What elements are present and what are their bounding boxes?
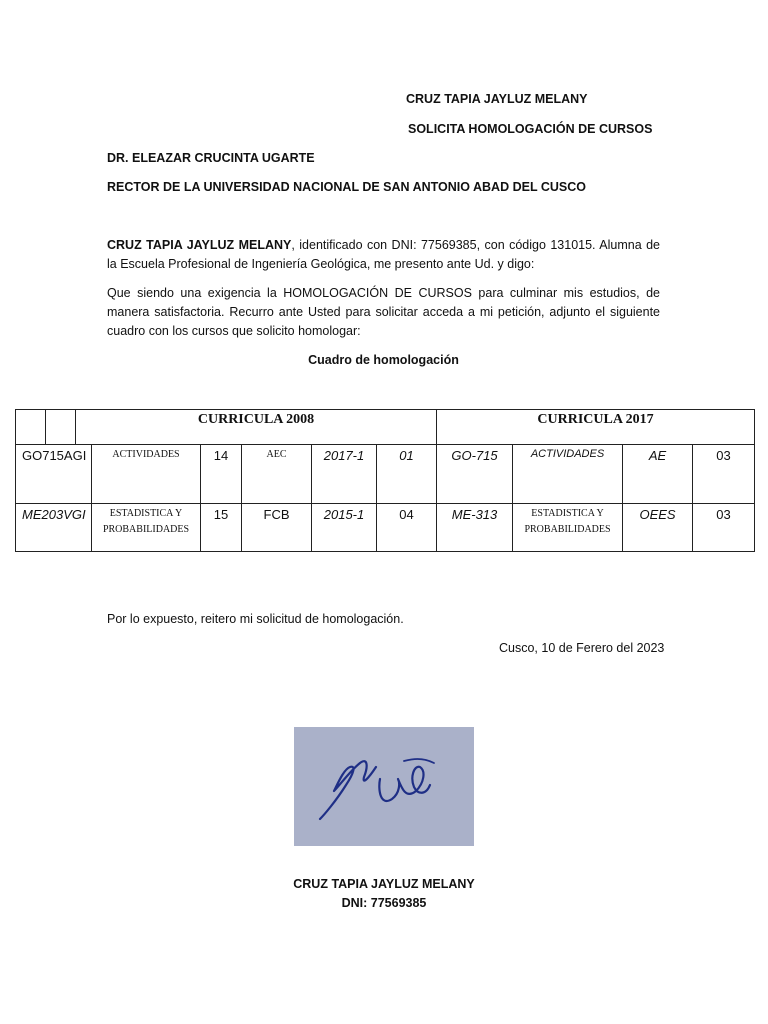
course-name-2008: ACTIVIDADES: [92, 445, 201, 504]
signer-dni: DNI: 77569385: [341, 896, 427, 910]
signer-name: CRUZ TAPIA JAYLUZ MELANY: [293, 877, 475, 891]
signature-scribble: [294, 727, 474, 846]
course-code-2008: GO715AGI: [16, 445, 92, 504]
course-grade-2008: 01: [377, 445, 437, 504]
course-area-2017: AE: [623, 445, 693, 504]
signature-image: [294, 727, 474, 846]
request-paragraph: Que siendo una exigencia la HOMOLOGACIÓN DE CURSOS para culminar mis estudios, de manera satisfactoria. Recurro ante Usted para solicitar acceda a mi petición, adjunto el siguiente cuadro con los cursos que solicito homologar:: [107, 286, 660, 338]
course-number-2008: 15: [201, 504, 242, 552]
course-name-2017: ESTADISTICA Y PROBABILIDADES: [513, 504, 623, 552]
recipient-title: RECTOR DE LA UNIVERSIDAD NACIONAL DE SAN ANTONIO ABAD DEL CUSCO: [107, 180, 586, 194]
closing-statement: Por lo expuesto, reitero mi solicitud de homologación.: [107, 612, 404, 626]
curricula-2008-header: CURRICULA 2008: [76, 410, 437, 445]
course-semester-2008: 2015-1: [312, 504, 377, 552]
request-subject: SOLICITA HOMOLOGACIÓN DE CURSOS: [408, 122, 653, 136]
intro-paragraph: [107, 236, 660, 274]
blank-cell: [46, 410, 76, 445]
course-code-2017: GO-715: [437, 445, 513, 504]
table-header-row: [16, 410, 755, 445]
course-semester-2008: 2017-1: [312, 445, 377, 504]
course-number-2008: 14: [201, 445, 242, 504]
course-code-2008: ME203VGI: [16, 504, 92, 552]
curricula-2017-header: CURRICULA 2017: [437, 410, 755, 445]
course-name-2008: ESTADISTICA Y PROBABILIDADES: [92, 504, 201, 552]
homologation-table: [15, 409, 755, 552]
sender-name: CRUZ TAPIA JAYLUZ MELANY: [406, 92, 588, 106]
course-code-2017: ME-313: [437, 504, 513, 552]
recipient-name: DR. ELEAZAR CRUCINTA UGARTE: [107, 151, 315, 165]
table-row: [16, 445, 755, 504]
course-grade-2008: 04: [377, 504, 437, 552]
blank-cell: [16, 410, 46, 445]
course-area-2008: FCB: [242, 504, 312, 552]
table-caption: Cuadro de homologación: [308, 353, 459, 367]
course-credits-2017: 03: [693, 504, 755, 552]
table-row: [16, 504, 755, 552]
course-area-2008: AEC: [242, 445, 312, 504]
course-area-2017: OEES: [623, 504, 693, 552]
place-date: Cusco, 10 de Ferero del 2023: [499, 641, 665, 655]
intro-name: CRUZ TAPIA JAYLUZ MELANY: [107, 238, 292, 252]
course-credits-2017: 03: [693, 445, 755, 504]
intro-text: , identificado con DNI: 77569385, con código 131015. Alumna de la Escuela Profesional de Ingeniería Geológica, me presento ante Ud. y digo:: [107, 238, 660, 271]
course-name-2017: ACTIVIDADES: [513, 445, 623, 504]
